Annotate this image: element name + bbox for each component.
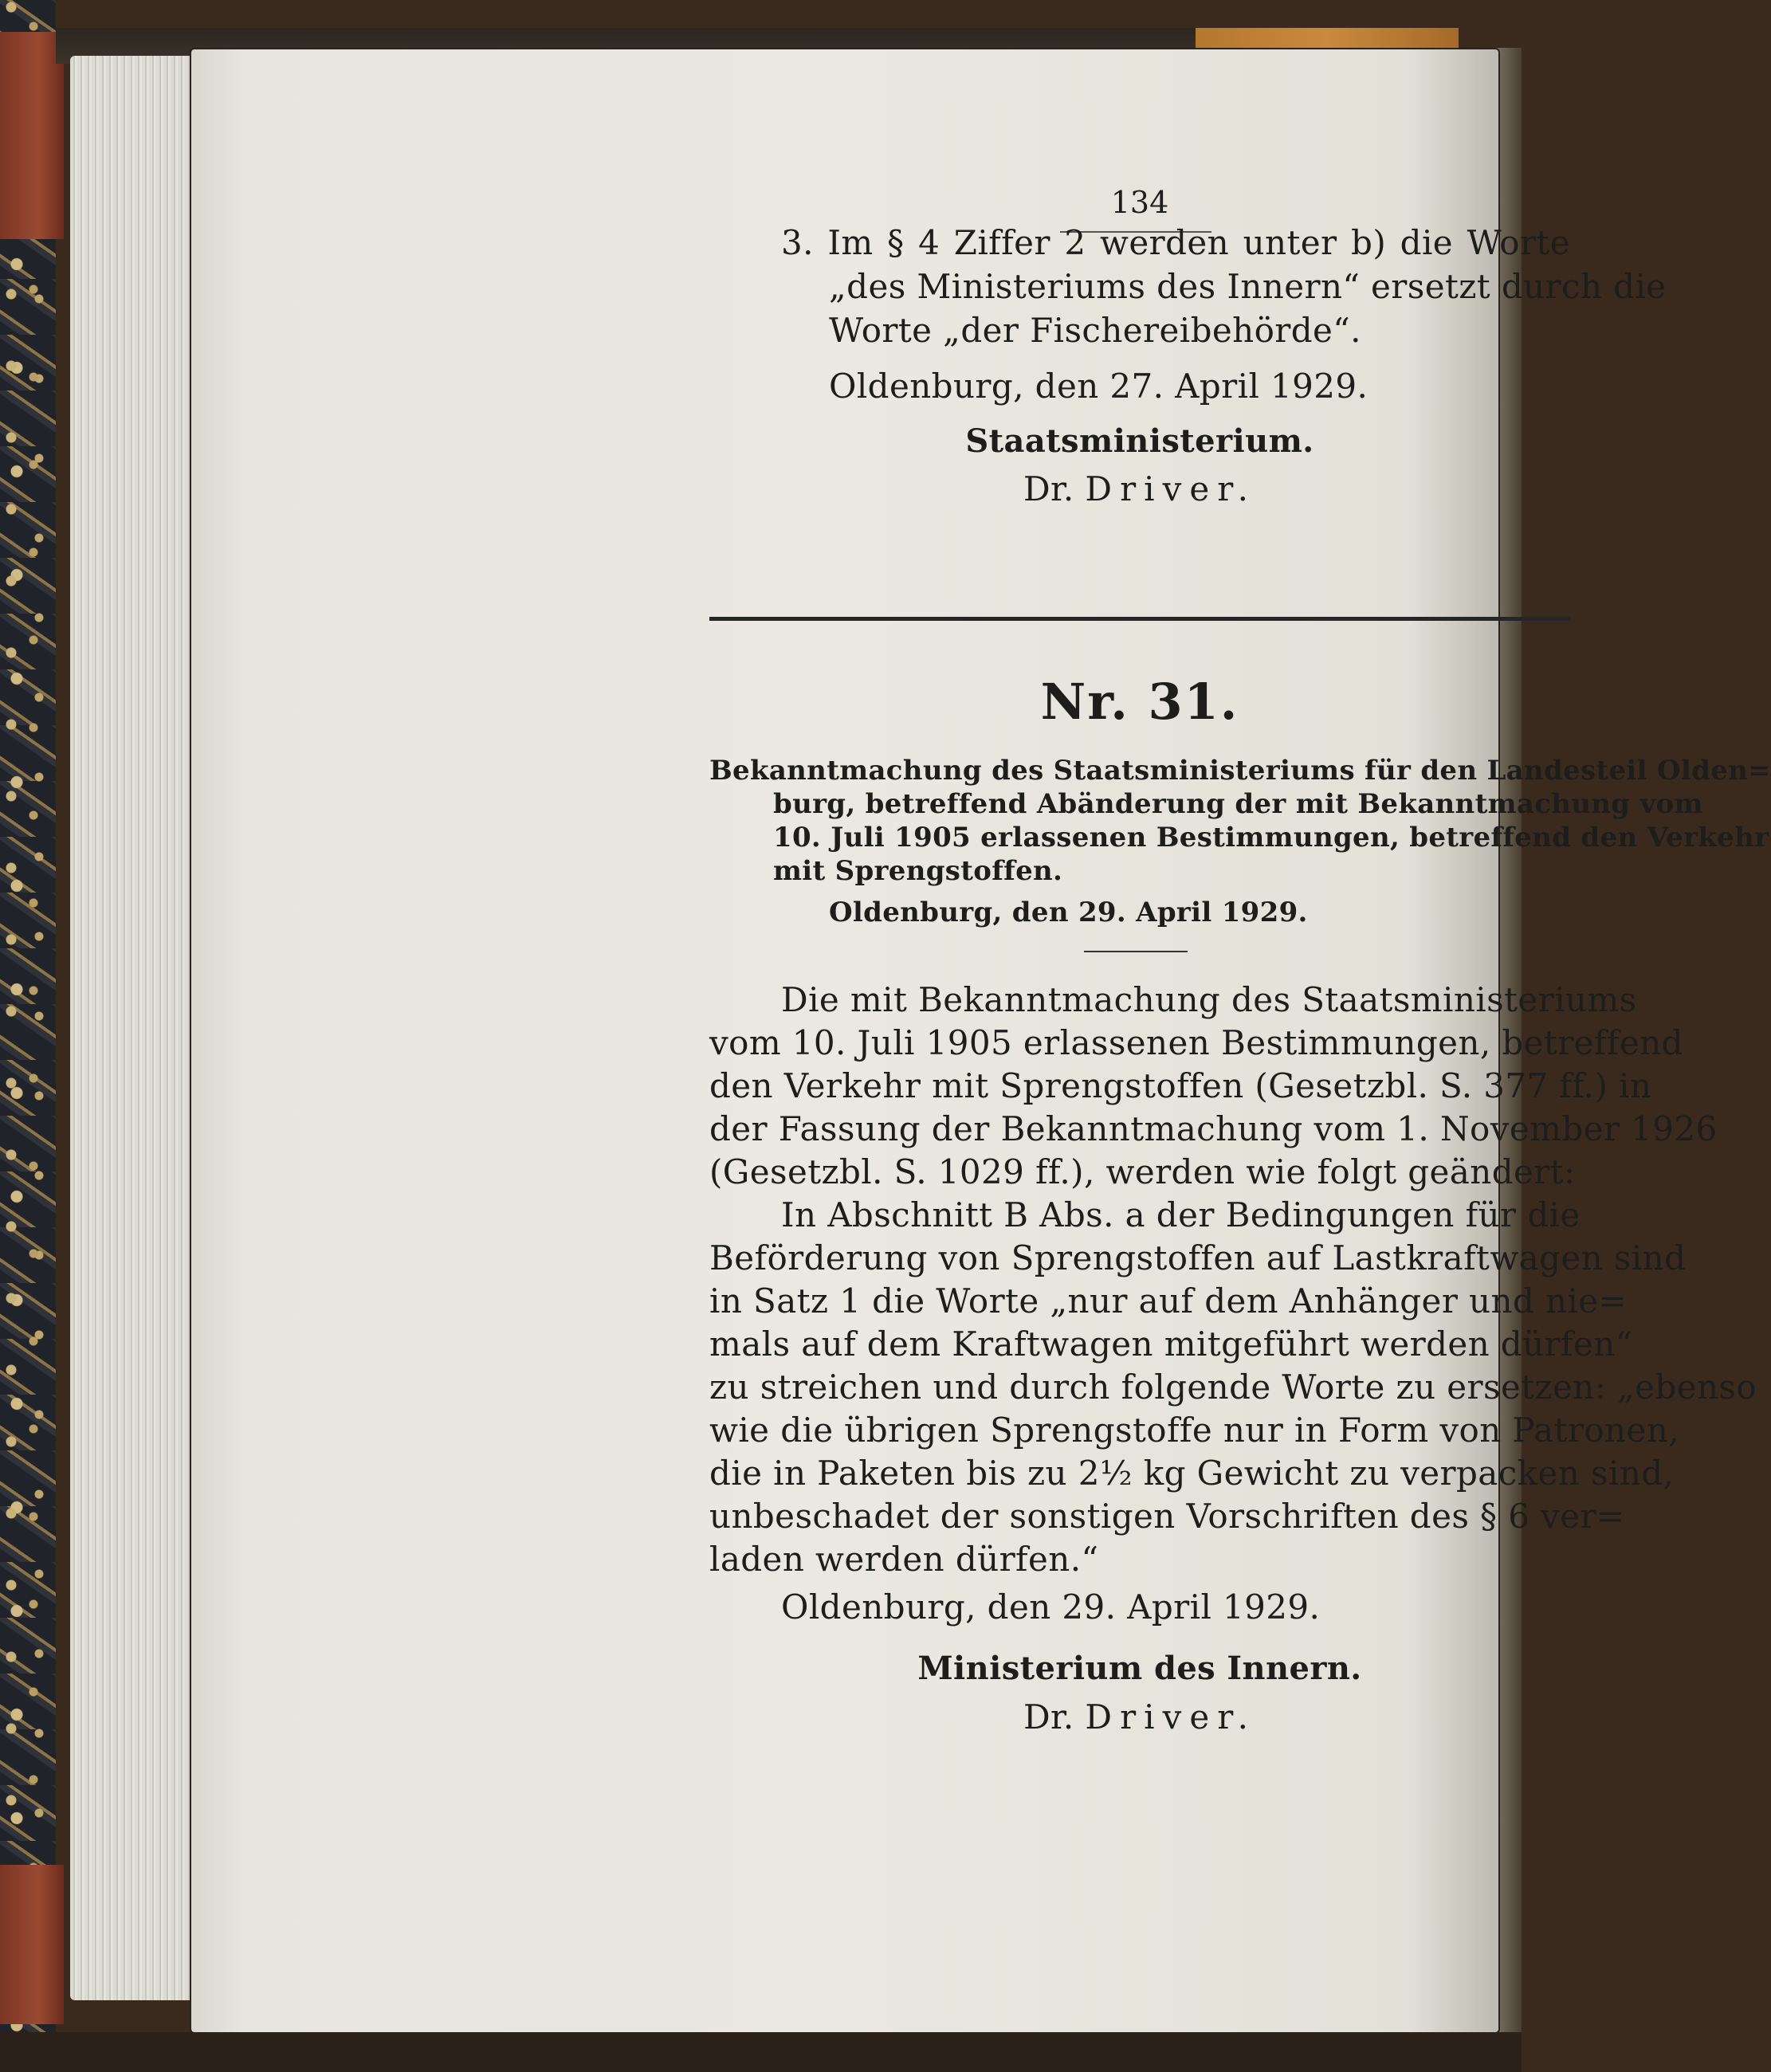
notice-body-line-8: in Satz 1 die Worte „nur auf dem Anhänger und nie= [709,1281,1628,1321]
top-signature [709,469,1570,508]
notice-body-line-2: vom 10. Juli 1905 erlassenen Bestimmungen, betreffend [709,1023,1683,1062]
notice-body-line-5: (Gesetzbl. S. 1029 ff.), werden wie folgt geändert: [709,1152,1576,1191]
top-line-1: 3. Im § 4 Ziffer 2 werden unter b) die Worte [781,223,1570,262]
top-line-3: Worte „der Fischereibehörde“. [829,311,1361,350]
top-date: Oldenburg, den 27. April 1929. [829,367,1368,406]
notice-body-line-9: mals auf dem Kraftwagen mitgeführt werden dürfen“ [709,1324,1633,1364]
book-bottom-shadow [0,2032,1522,2072]
notice-heading-rule [1084,951,1188,952]
notice-body-line-1: Die mit Bekanntmachung des Staatsministeriums [781,980,1637,1019]
notice-signature-prefix: Dr. [1023,1697,1074,1736]
notice-body-line-6: In Abschnitt B Abs. a der Bedingungen für die [781,1195,1581,1234]
top-authority: Staatsministerium. [965,422,1314,460]
notice-signature [709,1697,1570,1736]
book-cover-marbled [0,0,56,2072]
notice-signature-name: Driver. [1085,1697,1257,1736]
section-divider [709,617,1570,621]
top-line-2: „des Ministeriums des Innern“ ersetzt durch die [829,267,1667,306]
notice-heading-line-3: 10. Juli 1905 erlassenen Bestimmungen, betreffend den Verkehr [773,822,1769,854]
notice-authority: Ministerium des Innern. [917,1650,1362,1687]
book-spine-corner-top [0,32,64,239]
top-signature-prefix: Dr. [1023,469,1074,508]
top-signature-name: Driver. [1085,469,1257,508]
notice-number: Nr. 31. [1040,673,1239,731]
book-spine-corner-bottom [0,1865,64,2024]
notice-body-line-10: zu streichen und durch folgende Worte zu ersetzen: „ebenso [709,1368,1757,1407]
notice-heading-line-1: Bekanntmachung des Staatsministeriums für den Landesteil Olden= [709,755,1771,787]
notice-heading-date: Oldenburg, den 29. April 1929. [829,897,1308,928]
notice-body-line-13: unbeschadet der sonstigen Vorschriften des § 6 ver= [709,1497,1625,1536]
notice-body-line-11: wie die übrigen Sprengstoffe nur in Form von Patronen, [709,1411,1679,1450]
notice-heading-line-4: mit Sprengstoffen. [773,855,1063,887]
notice-body-line-12: die in Paketen bis zu 2½ kg Gewicht zu verpacken sind, [709,1454,1675,1493]
notice-heading-line-2: burg, betreffend Abänderung der mit Bekanntmachung vom [773,788,1703,820]
page-number: 134 [1110,185,1169,220]
notice-body-line-3: den Verkehr mit Sprengstoffen (Gesetzbl. S. 377 ff.) in [709,1066,1652,1105]
document-page [191,49,1771,2032]
notice-body-line-14: laden werden dürfen.“ [709,1540,1099,1579]
notice-body-line-7: Beförderung von Sprengstoffen auf Lastkraftwagen sind [709,1238,1687,1277]
notice-body-line-4: der Fassung der Bekanntmachung vom 1. November 1926 [709,1109,1718,1148]
notice-date: Oldenburg, den 29. April 1929. [781,1587,1321,1627]
